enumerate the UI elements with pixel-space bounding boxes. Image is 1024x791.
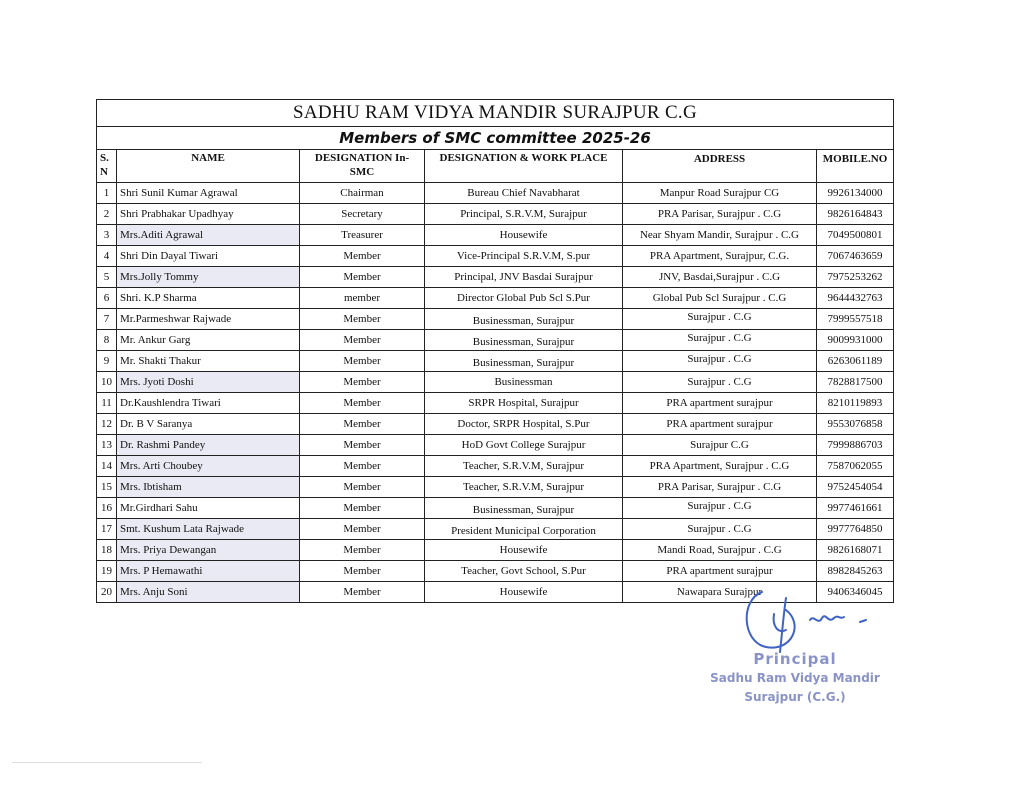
table-row — [97, 435, 894, 456]
row-mobile-cell: 8982845263 — [817, 561, 894, 582]
row-address-cell: Surajpur . C.G — [623, 330, 817, 351]
row-sn-cell: 4 — [97, 246, 117, 267]
row-designation-cell: Member — [300, 267, 425, 288]
row-designation-cell: Member — [300, 351, 425, 372]
row-work-place-cell: Bureau Chief Navabharat — [425, 183, 623, 204]
row-sn-cell: 3 — [97, 225, 117, 246]
row-work-place-cell: Businessman, Surajpur — [425, 309, 623, 330]
table-row — [97, 561, 894, 582]
row-name-cell: Mr. Shakti Thakur — [117, 351, 300, 372]
row-designation-cell: member — [300, 288, 425, 309]
row-mobile-cell: 9926134000 — [817, 183, 894, 204]
row-designation-cell: Member — [300, 309, 425, 330]
table-row — [97, 204, 894, 225]
row-sn-cell: 16 — [97, 498, 117, 519]
row-address-cell: Mandi Road, Surajpur . C.G — [623, 540, 817, 561]
row-work-place-cell: Director Global Pub Scl S.Pur — [425, 288, 623, 309]
row-name-cell: Mrs. Priya Dewangan — [117, 540, 300, 561]
row-sn-cell: 14 — [97, 456, 117, 477]
row-name-cell: Shri. K.P Sharma — [117, 288, 300, 309]
table-row — [97, 351, 894, 372]
row-name-cell: Dr. Rashmi Pandey — [117, 435, 300, 456]
row-address-cell: Surajpur . C.G — [623, 309, 817, 330]
row-mobile-cell: 6263061189 — [817, 351, 894, 372]
row-designation-cell: Treasurer — [300, 225, 425, 246]
row-designation-cell: Member — [300, 330, 425, 351]
row-name-cell: Shri Sunil Kumar Agrawal — [117, 183, 300, 204]
row-name-cell: Mrs. P Hemawathi — [117, 561, 300, 582]
row-sn-cell: 11 — [97, 393, 117, 414]
row-designation-cell: Member — [300, 246, 425, 267]
row-sn-cell: 20 — [97, 582, 117, 603]
row-name-cell: Mrs. Ibtisham — [117, 477, 300, 498]
table-row — [97, 540, 894, 561]
row-sn-cell: 19 — [97, 561, 117, 582]
members-table-body — [97, 183, 894, 603]
row-mobile-cell: 9406346045 — [817, 582, 894, 603]
row-mobile-cell: 7587062055 — [817, 456, 894, 477]
row-address-cell: PRA apartment surajpur — [623, 414, 817, 435]
row-address-cell: Manpur Road Surajpur CG — [623, 183, 817, 204]
row-sn-cell: 18 — [97, 540, 117, 561]
smc-members-sheet — [96, 99, 893, 603]
stamp-title: Principal — [753, 650, 837, 668]
row-address-cell: PRA apartment surajpur — [623, 561, 817, 582]
row-mobile-cell: 7999886703 — [817, 435, 894, 456]
header-address: ADDRESS — [623, 150, 817, 183]
row-designation-cell: Member — [300, 393, 425, 414]
table-row — [97, 414, 894, 435]
row-address-cell: Surajpur C.G — [623, 435, 817, 456]
row-mobile-cell: 7975253262 — [817, 267, 894, 288]
row-mobile-cell: 9977764850 — [817, 519, 894, 540]
row-designation-cell: Member — [300, 540, 425, 561]
row-work-place-cell: Businessman — [425, 372, 623, 393]
principal-stamp — [705, 650, 885, 707]
stamp-school: Sadhu Ram Vidya Mandir — [710, 671, 880, 685]
row-name-cell: Shri Din Dayal Tiwari — [117, 246, 300, 267]
school-title: SADHU RAM VIDYA MANDIR SURAJPUR C.G — [97, 100, 894, 127]
row-mobile-cell: 7999557518 — [817, 309, 894, 330]
row-work-place-cell: Teacher, Govt School, S.Pur — [425, 561, 623, 582]
row-address-cell: Surajpur . C.G — [623, 498, 817, 519]
row-sn-cell: 12 — [97, 414, 117, 435]
row-work-place-cell: Teacher, S.R.V.M, Surajpur — [425, 456, 623, 477]
table-row — [97, 183, 894, 204]
row-name-cell: Mr.Parmeshwar Rajwade — [117, 309, 300, 330]
row-mobile-cell: 7067463659 — [817, 246, 894, 267]
row-work-place-cell: President Municipal Corporation — [425, 519, 623, 540]
row-address-cell: PRA Apartment, Surajpur . C.G — [623, 456, 817, 477]
row-mobile-cell: 9752454054 — [817, 477, 894, 498]
committee-subtitle: Members of SMC committee 2025-26 — [97, 127, 894, 150]
row-sn-cell: 8 — [97, 330, 117, 351]
row-mobile-cell: 9009931000 — [817, 330, 894, 351]
row-name-cell: Mrs.Aditi Agrawal — [117, 225, 300, 246]
row-sn-cell: 9 — [97, 351, 117, 372]
table-row — [97, 288, 894, 309]
row-designation-cell: Member — [300, 372, 425, 393]
row-designation-cell: Secretary — [300, 204, 425, 225]
row-address-cell: PRA apartment surajpur — [623, 393, 817, 414]
row-designation-cell: Member — [300, 519, 425, 540]
row-sn-cell: 10 — [97, 372, 117, 393]
row-name-cell: Dr. B V Saranya — [117, 414, 300, 435]
row-mobile-cell: 9826168071 — [817, 540, 894, 561]
row-address-cell: PRA Parisar, Surajpur . C.G — [623, 204, 817, 225]
row-work-place-cell: Housewife — [425, 582, 623, 603]
header-mobile: MOBILE.NO — [817, 150, 894, 183]
row-name-cell: Mrs. Jyoti Doshi — [117, 372, 300, 393]
row-sn-cell: 7 — [97, 309, 117, 330]
header-sn: S. N — [97, 150, 117, 183]
row-mobile-cell: 7828817500 — [817, 372, 894, 393]
table-row — [97, 330, 894, 351]
row-designation-cell: Member — [300, 498, 425, 519]
row-mobile-cell: 9553076858 — [817, 414, 894, 435]
members-table — [96, 99, 894, 603]
table-row — [97, 393, 894, 414]
row-sn-cell: 15 — [97, 477, 117, 498]
row-designation-cell: Member — [300, 582, 425, 603]
row-designation-cell: Member — [300, 477, 425, 498]
row-name-cell: Shri Prabhakar Upadhyay — [117, 204, 300, 225]
row-sn-cell: 5 — [97, 267, 117, 288]
row-designation-cell: Member — [300, 435, 425, 456]
header-designation-smc: DESIGNATION In-SMC — [300, 150, 425, 183]
row-work-place-cell: Housewife — [425, 540, 623, 561]
row-name-cell: Mr. Ankur Garg — [117, 330, 300, 351]
row-sn-cell: 6 — [97, 288, 117, 309]
row-mobile-cell: 7049500801 — [817, 225, 894, 246]
header-work-place: DESIGNATION & WORK PLACE — [425, 150, 623, 183]
row-designation-cell: Member — [300, 414, 425, 435]
table-row — [97, 309, 894, 330]
header-name: NAME — [117, 150, 300, 183]
row-work-place-cell: Businessman, Surajpur — [425, 498, 623, 519]
row-work-place-cell: SRPR Hospital, Surajpur — [425, 393, 623, 414]
row-name-cell: Smt. Kushum Lata Rajwade — [117, 519, 300, 540]
row-sn-cell: 1 — [97, 183, 117, 204]
table-row — [97, 372, 894, 393]
row-name-cell: Mrs.Jolly Tommy — [117, 267, 300, 288]
table-row — [97, 267, 894, 288]
row-address-cell: Nawapara Surajpur — [623, 582, 817, 603]
row-name-cell: Mrs. Anju Soni — [117, 582, 300, 603]
table-row — [97, 456, 894, 477]
row-work-place-cell: Principal, JNV Basdai Surajpur — [425, 267, 623, 288]
row-address-cell: PRA Parisar, Surajpur . C.G — [623, 477, 817, 498]
row-mobile-cell: 9644432763 — [817, 288, 894, 309]
row-address-cell: Surajpur . C.G — [623, 351, 817, 372]
row-name-cell: Mr.Girdhari Sahu — [117, 498, 300, 519]
row-mobile-cell: 8210119893 — [817, 393, 894, 414]
row-designation-cell: Chairman — [300, 183, 425, 204]
table-row — [97, 498, 894, 519]
row-work-place-cell: Principal, S.R.V.M, Surajpur — [425, 204, 623, 225]
stamp-location: Surajpur (C.G.) — [744, 690, 846, 704]
row-name-cell: Mrs. Arti Choubey — [117, 456, 300, 477]
row-designation-cell: Member — [300, 561, 425, 582]
row-mobile-cell: 9977461661 — [817, 498, 894, 519]
row-name-cell: Dr.Kaushlendra Tiwari — [117, 393, 300, 414]
row-work-place-cell: Businessman, Surajpur — [425, 351, 623, 372]
row-work-place-cell: Housewife — [425, 225, 623, 246]
table-row — [97, 477, 894, 498]
row-address-cell: Near Shyam Mandir, Surajpur . C.G — [623, 225, 817, 246]
table-row — [97, 519, 894, 540]
row-address-cell: Surajpur . C.G — [623, 372, 817, 393]
row-work-place-cell: Vice-Principal S.R.V.M, S.pur — [425, 246, 623, 267]
table-row — [97, 246, 894, 267]
row-sn-cell: 13 — [97, 435, 117, 456]
row-address-cell: JNV, Basdai,Surajpur . C.G — [623, 267, 817, 288]
row-sn-cell: 2 — [97, 204, 117, 225]
row-sn-cell: 17 — [97, 519, 117, 540]
row-designation-cell: Member — [300, 456, 425, 477]
row-address-cell: PRA Apartment, Surajpur, C.G. — [623, 246, 817, 267]
row-work-place-cell: Teacher, S.R.V.M, Surajpur — [425, 477, 623, 498]
bottom-divider — [12, 762, 202, 763]
row-work-place-cell: HoD Govt College Surajpur — [425, 435, 623, 456]
row-mobile-cell: 9826164843 — [817, 204, 894, 225]
row-work-place-cell: Doctor, SRPR Hospital, S.Pur — [425, 414, 623, 435]
row-address-cell: Global Pub Scl Surajpur . C.G — [623, 288, 817, 309]
row-address-cell: Surajpur . C.G — [623, 519, 817, 540]
table-row — [97, 225, 894, 246]
row-work-place-cell: Businessman, Surajpur — [425, 330, 623, 351]
